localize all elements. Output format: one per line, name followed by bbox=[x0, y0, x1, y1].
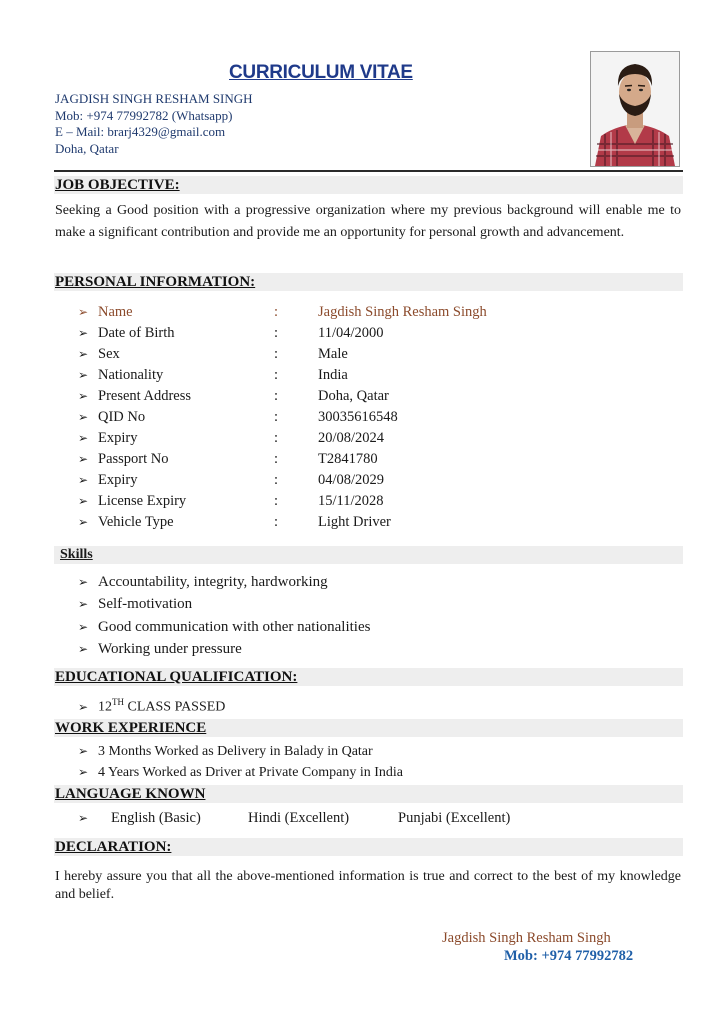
work-item bbox=[78, 762, 403, 783]
info-value: Male bbox=[318, 346, 348, 362]
info-label: Expiry bbox=[98, 430, 138, 446]
language-item: Hindi (Excellent) bbox=[248, 810, 350, 826]
bullet-arrow-icon: ➢ bbox=[78, 765, 89, 779]
declaration-text: I hereby assure you that all the above-mentioned information is true and correct to the best of my knowledge and belief. bbox=[55, 869, 681, 902]
skill-text: Good communication with other nationalities bbox=[98, 619, 371, 635]
personal-info-heading: PERSONAL INFORMATION: bbox=[55, 274, 256, 290]
skills-bar bbox=[54, 546, 683, 564]
work-experience-bar bbox=[54, 719, 683, 737]
language-item: Punjabi (Excellent) bbox=[398, 810, 511, 826]
signature-mobile: Mob: +974 77992782 bbox=[504, 948, 634, 964]
work-text: 3 Months Worked as Delivery in Balady in Qatar bbox=[98, 744, 373, 759]
bullet-arrow-icon: ➢ bbox=[78, 305, 89, 319]
education-heading: EDUCATIONAL QUALIFICATION: bbox=[55, 669, 298, 685]
skill-item bbox=[78, 593, 192, 615]
bullet-arrow-icon: ➢ bbox=[78, 597, 89, 611]
info-row-nationality bbox=[78, 365, 678, 385]
declaration-bar bbox=[54, 838, 683, 856]
info-label: Date of Birth bbox=[98, 325, 175, 341]
info-value: India bbox=[318, 367, 348, 383]
bullet-arrow-icon: ➢ bbox=[78, 515, 89, 529]
info-value: 11/04/2000 bbox=[318, 325, 384, 341]
education-grade-suffix: TH bbox=[112, 697, 124, 707]
info-label: QID No bbox=[98, 409, 146, 425]
job-objective-heading: JOB OBJECTIVE: bbox=[55, 177, 180, 193]
cv-title: CURRICULUM VITAE bbox=[229, 62, 413, 83]
bullet-arrow-icon: ➢ bbox=[78, 494, 89, 508]
info-label: Present Address bbox=[98, 388, 192, 404]
job-objective-bar bbox=[54, 176, 683, 194]
info-label: Vehicle Type bbox=[98, 514, 174, 530]
work-text: 4 Years Worked as Driver at Private Company in India bbox=[98, 765, 403, 780]
info-row-qid-expiry bbox=[78, 428, 678, 448]
info-separator: : bbox=[274, 451, 279, 467]
info-row-license-expiry bbox=[78, 491, 678, 511]
education-bar bbox=[54, 668, 683, 686]
bullet-arrow-icon: ➢ bbox=[78, 326, 89, 340]
mobile-line: Mob: +974 77992782 (Whatsapp) bbox=[55, 108, 233, 123]
bullet-arrow-icon: ➢ bbox=[78, 410, 89, 424]
education-item bbox=[78, 692, 225, 718]
languages-heading: LANGUAGE KNOWN bbox=[55, 786, 206, 802]
personal-info-bar bbox=[54, 273, 683, 291]
declaration-heading: DECLARATION: bbox=[55, 839, 172, 855]
info-label: License Expiry bbox=[98, 493, 187, 509]
info-label: Expiry bbox=[98, 472, 138, 488]
work-experience-heading: WORK EXPERIENCE bbox=[55, 720, 207, 736]
info-value: Jagdish Singh Resham Singh bbox=[318, 304, 487, 320]
person-photo-icon bbox=[591, 52, 679, 166]
email-line: E – Mail: brarj4329@gmail.com bbox=[55, 124, 226, 139]
info-separator: : bbox=[274, 430, 279, 446]
signature-name: Jagdish Singh Resham Singh bbox=[442, 930, 611, 946]
info-row-vehicle-type bbox=[78, 512, 678, 532]
bullet-arrow-icon: ➢ bbox=[78, 699, 89, 714]
info-row-name bbox=[78, 302, 678, 322]
bullet-arrow-icon: ➢ bbox=[78, 368, 89, 382]
skill-item bbox=[78, 616, 370, 638]
info-value: Light Driver bbox=[318, 514, 391, 530]
info-value: T2841780 bbox=[318, 451, 378, 467]
bullet-arrow-icon: ➢ bbox=[78, 642, 89, 656]
profile-photo bbox=[590, 51, 680, 167]
info-label: Passport No bbox=[98, 451, 169, 467]
bullet-arrow-icon: ➢ bbox=[78, 620, 89, 634]
info-label: Sex bbox=[98, 346, 120, 362]
bullet-arrow-icon: ➢ bbox=[78, 575, 89, 589]
bullet-arrow-icon: ➢ bbox=[78, 389, 89, 403]
bullet-arrow-icon: ➢ bbox=[78, 452, 89, 466]
info-value: 15/11/2028 bbox=[318, 493, 384, 509]
info-separator: : bbox=[274, 346, 279, 362]
skill-item bbox=[78, 571, 328, 593]
location-line: Doha, Qatar bbox=[55, 141, 119, 156]
skill-text: Self-motivation bbox=[98, 596, 193, 612]
info-separator: : bbox=[274, 388, 279, 404]
header-divider bbox=[54, 170, 683, 172]
info-row-dob bbox=[78, 323, 678, 343]
education-text: CLASS PASSED bbox=[124, 699, 226, 715]
info-separator: : bbox=[274, 472, 279, 488]
info-separator: : bbox=[274, 325, 279, 341]
info-separator: : bbox=[274, 367, 279, 383]
info-row-address bbox=[78, 386, 678, 406]
info-row-passport bbox=[78, 449, 678, 469]
language-item: English (Basic) bbox=[111, 810, 201, 826]
info-separator: : bbox=[274, 409, 279, 425]
bullet-arrow-icon: ➢ bbox=[78, 431, 89, 445]
bullet-arrow-icon: ➢ bbox=[78, 473, 89, 487]
info-value: 20/08/2024 bbox=[318, 430, 385, 446]
info-separator: : bbox=[274, 304, 279, 320]
bullet-arrow-icon: ➢ bbox=[78, 744, 89, 758]
info-value: 30035616548 bbox=[318, 409, 398, 425]
skill-text: Working under pressure bbox=[98, 641, 242, 657]
candidate-name-header: JAGDISH SINGH RESHAM SINGH bbox=[55, 91, 253, 106]
bullet-arrow-icon: ➢ bbox=[78, 811, 89, 825]
skills-heading: Skills bbox=[60, 547, 93, 562]
languages-bar bbox=[54, 785, 683, 803]
work-item bbox=[78, 741, 373, 762]
job-objective-text: Seeking a Good position with a progressive organization where my previous background will enable me to make a significant contribution and provide me an opportunity for personal growth and advancement. bbox=[55, 203, 681, 240]
info-value: 04/08/2029 bbox=[318, 472, 385, 488]
skill-item bbox=[78, 638, 242, 660]
info-separator: : bbox=[274, 514, 279, 530]
education-grade: 12 bbox=[98, 699, 112, 715]
info-row-qid bbox=[78, 407, 678, 427]
info-row-sex bbox=[78, 344, 678, 364]
info-separator: : bbox=[274, 493, 279, 509]
info-row-passport-expiry bbox=[78, 470, 678, 490]
skill-text: Accountability, integrity, hardworking bbox=[98, 574, 328, 590]
bullet-arrow-icon: ➢ bbox=[78, 347, 89, 361]
info-value: Doha, Qatar bbox=[318, 388, 389, 404]
info-label: Nationality bbox=[98, 367, 164, 383]
info-label: Name bbox=[98, 304, 133, 320]
